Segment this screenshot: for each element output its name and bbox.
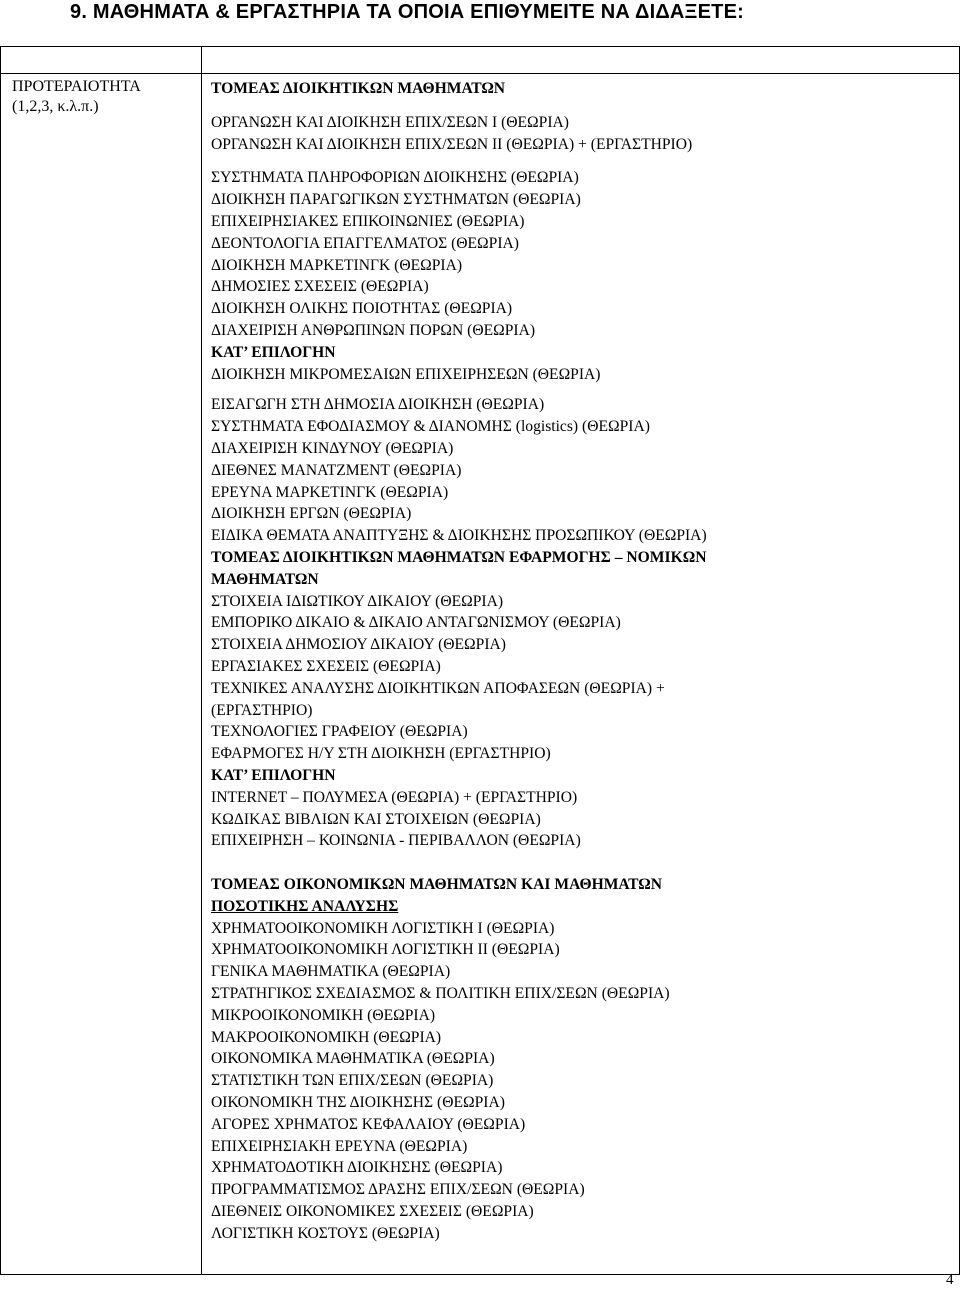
section-title: ΠΟΣΟΤΙΚΗΣ ΑΝΑΛΥΣΗΣ: [211, 897, 399, 915]
section-spacer: [211, 852, 959, 874]
page-heading: 9. ΜΑΘΗΜΑΤΑ & ΕΡΓΑΣΤΗΡΙΑ ΤΑ ΟΠΟΙΑ ΕΠΙΘΥΜΕΙΤΕ ΝΑ ΔΙΔΑΞΕΤΕ:: [70, 1, 744, 23]
course-item: ΔΙΕΘΝΕΙΣ ΟΙΚΟΝΟΜΙΚΕΣ ΣΧΕΣΕΙΣ (ΘΕΩΡΙΑ): [211, 1203, 534, 1221]
priority-label-line: ΠΡΟΤΕΡΑΙΟΤΗΤΑ: [12, 78, 141, 95]
page-number: 4: [946, 1272, 954, 1288]
course-item: ΧΡΗΜΑΤΟΔΟΤΙΚΗ ΔΙΟΙΚΗΣΗΣ (ΘΕΩΡΙΑ): [211, 1159, 503, 1177]
course-item: ΕΜΠΟΡΙΚΟ ΔΙΚΑΙΟ & ΔΙΚΑΙΟ ΑΝΤΑΓΩΝΙΣΜΟΥ (ΘΕΩΡΙΑ): [211, 614, 621, 632]
course-item: ΔΙΟΙΚΗΣΗ ΠΑΡΑΓΩΓΙΚΩΝ ΣΥΣΤΗΜΑΤΩΝ (ΘΕΩΡΙΑ): [211, 191, 581, 209]
course-item: (ΕΡΓΑΣΤΗΡΙΟ): [211, 701, 313, 719]
table-header-row: [1, 47, 960, 74]
course-item: ΔΙΟΙΚΗΣΗ ΕΡΓΩΝ (ΘΕΩΡΙΑ): [211, 505, 412, 523]
course-item: ΣΤΟΙΧΕΙΑ ΙΔΙΩΤΙΚΟΥ ΔΙΚΑΙΟΥ (ΘΕΩΡΙΑ): [211, 592, 504, 610]
course-item: ΕΠΙΧΕΙΡΗΣΗ – ΚΟΙΝΩΝΙΑ - ΠΕΡΙΒΑΛΛΟΝ (ΘΕΩΡΙΑ): [211, 832, 581, 850]
priority-column[interactable]: [1, 74, 202, 1275]
courses-column: [202, 74, 960, 1275]
course-item: ΧΡΗΜΑΤΟΟΙΚΟΝΟΜΙΚΗ ΛΟΓΙΣΤΙΚΗ Ι (ΘΕΩΡΙΑ): [211, 919, 555, 937]
section-spacer: [211, 100, 959, 112]
course-item: ΧΡΗΜΑΤΟΟΙΚΟΝΟΜΙΚΗ ΛΟΓΙΣΤΙΚΗ ΙΙ (ΘΕΩΡΙΑ): [211, 941, 560, 959]
course-item: ΕΡΕΥΝΑ ΜΑΡΚΕΤΙΝΓΚ (ΘΕΩΡΙΑ): [211, 483, 449, 501]
course-item: ΕΙΣΑΓΩΓΗ ΣΤΗ ΔΗΜΟΣΙΑ ΔΙΟΙΚΗΣΗ (ΘΕΩΡΙΑ): [211, 396, 545, 414]
courses-list: [211, 78, 959, 1245]
course-item: ΤΕΧΝΙΚΕΣ ΑΝΑΛΥΣΗΣ ΔΙΟΙΚΗΤΙΚΩΝ ΑΠΟΦΑΣΕΩΝ (ΘΕΩΡΙΑ) +: [211, 679, 665, 697]
courses-table: [0, 46, 960, 1275]
course-item: ΔΙΑΧΕΙΡΙΣΗ ΚΙΝΔΥΝΟΥ (ΘΕΩΡΙΑ): [211, 439, 454, 457]
course-item: ΚΩΔΙΚΑΣ ΒΙΒΛΙΩΝ ΚΑΙ ΣΤΟΙΧΕΙΩΝ (ΘΕΩΡΙΑ): [211, 810, 541, 828]
priority-label-line: (1,2,3, κ.λ.π.): [12, 98, 99, 115]
table-body-row: [1, 74, 960, 1275]
course-item: ΟΙΚΟΝΟΜΙΚΗ ΤΗΣ ΔΙΟΙΚΗΣΗΣ (ΘΕΩΡΙΑ): [211, 1094, 505, 1112]
course-item: ΕΠΙΧΕΙΡΗΣΙΑΚΗ ΕΡΕΥΝΑ (ΘΕΩΡΙΑ): [211, 1137, 468, 1155]
section-spacer: [211, 385, 959, 394]
blank-cell-left: [1, 47, 202, 74]
section-title: ΤΟΜΕΑΣ ΔΙΟΙΚΗΤΙΚΩΝ ΜΑΘΗΜΑΤΩΝ: [211, 80, 506, 97]
elective-label: ΚΑΤ’ ΕΠΙΛΟΓΗΝ: [211, 343, 336, 361]
section-title: ΤΟΜΕΑΣ ΟΙΚΟΝΟΜΙΚΩΝ ΜΑΘΗΜΑΤΩΝ ΚΑΙ ΜΑΘΗΜΑΤΩΝ: [211, 876, 663, 894]
course-item: ΣΥΣΤΗΜΑΤΑ ΕΦΟΔΙΑΣΜΟΥ & ΔΙΑΝΟΜΗΣ (logistics) (ΘΕΩΡΙΑ): [211, 418, 650, 436]
course-item: ΜΑΚΡΟΟΙΚΟΝΟΜΙΚΗ (ΘΕΩΡΙΑ): [211, 1028, 442, 1046]
course-item: INTERNET – ΠΟΛΥΜΕΣΑ (ΘΕΩΡΙΑ) + (ΕΡΓΑΣΤΗΡΙΟ): [211, 788, 578, 806]
course-item: ΕΦΑΡΜΟΓΕΣ Η/Υ ΣΤΗ ΔΙΟΙΚΗΣΗ (ΕΡΓΑΣΤΗΡΙΟ): [211, 745, 551, 763]
course-item: ΣΤΑΤΙΣΤΙΚΗ ΤΩΝ ΕΠΙΧ/ΣΕΩΝ (ΘΕΩΡΙΑ): [211, 1072, 494, 1090]
section-title: ΤΟΜΕΑΣ ΔΙΟΙΚΗΤΙΚΩΝ ΜΑΘΗΜΑΤΩΝ ΕΦΑΡΜΟΓΗΣ – ΝΟΜΙΚΩΝ: [211, 548, 707, 566]
course-item: ΣΤΡΑΤΗΓΙΚΟΣ ΣΧΕΔΙΑΣΜΟΣ & ΠΟΛΙΤΙΚΗ ΕΠΙΧ/ΣΕΩΝ (ΘΕΩΡΙΑ): [211, 985, 670, 1003]
elective-label: ΚΑΤ’ ΕΠΙΛΟΓΗΝ: [211, 766, 336, 784]
course-item: ΛΟΓΙΣΤΙΚΗ ΚΟΣΤΟΥΣ (ΘΕΩΡΙΑ): [211, 1224, 440, 1242]
course-item: ΔΙΟΙΚΗΣΗ ΟΛΙΚΗΣ ΠΟΙΟΤΗΤΑΣ (ΘΕΩΡΙΑ): [211, 300, 513, 318]
course-item: ΟΙΚΟΝΟΜΙΚΑ ΜΑΘΗΜΑΤΙΚΑ (ΘΕΩΡΙΑ): [211, 1050, 495, 1068]
course-item: ΑΓΟΡΕΣ ΧΡΗΜΑΤΟΣ ΚΕΦΑΛΑΙΟΥ (ΘΕΩΡΙΑ): [211, 1115, 526, 1133]
course-item: ΣΥΣΤΗΜΑΤΑ ΠΛΗΡΟΦΟΡΙΩΝ ΔΙΟΙΚΗΣΗΣ (ΘΕΩΡΙΑ): [211, 169, 579, 187]
course-item: ΔΙΑΧΕΙΡΙΣΗ ΑΝΘΡΩΠΙΝΩΝ ΠΟΡΩΝ (ΘΕΩΡΙΑ): [211, 321, 536, 339]
course-item: ΕΠΙΧΕΙΡΗΣΙΑΚΕΣ ΕΠΙΚΟΙΝΩΝΙΕΣ (ΘΕΩΡΙΑ): [211, 212, 525, 230]
course-item: ΜΙΚΡΟΟΙΚΟΝΟΜΙΚΗ (ΘΕΩΡΙΑ): [211, 1006, 436, 1024]
course-item: ΕΙΔΙΚΑ ΘΕΜΑΤΑ ΑΝΑΠΤΥΞΗΣ & ΔΙΟΙΚΗΣΗΣ ΠΡΟΣΩΠΙΚΟΥ (ΘΕΩΡΙΑ): [211, 527, 707, 545]
course-item: ΣΤΟΙΧΕΙΑ ΔΗΜΟΣΙΟΥ ΔΙΚΑΙΟΥ (ΘΕΩΡΙΑ): [211, 636, 506, 654]
course-item: ΔΕΟΝΤΟΛΟΓΙΑ ΕΠΑΓΓΕΛΜΑΤΟΣ (ΘΕΩΡΙΑ): [211, 234, 519, 252]
course-item: ΓΕΝΙΚΑ ΜΑΘΗΜΑΤΙΚΑ (ΘΕΩΡΙΑ): [211, 963, 451, 981]
course-item: ΤΕΧΝΟΛΟΓΙΕΣ ΓΡΑΦΕΙΟΥ (ΘΕΩΡΙΑ): [211, 723, 468, 741]
blank-cell-right: [202, 47, 960, 74]
course-item: ΟΡΓΑΝΩΣΗ ΚΑΙ ΔΙΟΙΚΗΣΗ ΕΠΙΧ/ΣΕΩΝ Ι (ΘΕΩΡΙΑ): [211, 113, 569, 131]
course-item: ΔΗΜΟΣΙΕΣ ΣΧΕΣΕΙΣ (ΘΕΩΡΙΑ): [211, 278, 429, 296]
course-item: ΟΡΓΑΝΩΣΗ ΚΑΙ ΔΙΟΙΚΗΣΗ ΕΠΙΧ/ΣΕΩΝ ΙΙ (ΘΕΩΡΙΑ) + (ΕΡΓΑΣΤΗΡΙΟ): [211, 135, 693, 153]
course-item: ΔΙΟΙΚΗΣΗ ΜΑΡΚΕΤΙΝΓΚ (ΘΕΩΡΙΑ): [211, 256, 463, 274]
section-spacer: [211, 155, 959, 167]
course-item: ΠΡΟΓΡΑΜΜΑΤΙΣΜΟΣ ΔΡΑΣΗΣ ΕΠΙΧ/ΣΕΩΝ (ΘΕΩΡΙΑ): [211, 1181, 585, 1199]
section-title: ΜΑΘΗΜΑΤΩΝ: [211, 570, 319, 588]
course-item: ΔΙΟΙΚΗΣΗ ΜΙΚΡΟΜΕΣΑΙΩΝ ΕΠΙΧΕΙΡΗΣΕΩΝ (ΘΕΩΡΙΑ): [211, 365, 601, 383]
course-item: ΕΡΓΑΣΙΑΚΕΣ ΣΧΕΣΕΙΣ (ΘΕΩΡΙΑ): [211, 657, 441, 675]
course-item: ΔΙΕΘΝΕΣ ΜΑΝΑΤΖΜΕΝΤ (ΘΕΩΡΙΑ): [211, 461, 462, 479]
